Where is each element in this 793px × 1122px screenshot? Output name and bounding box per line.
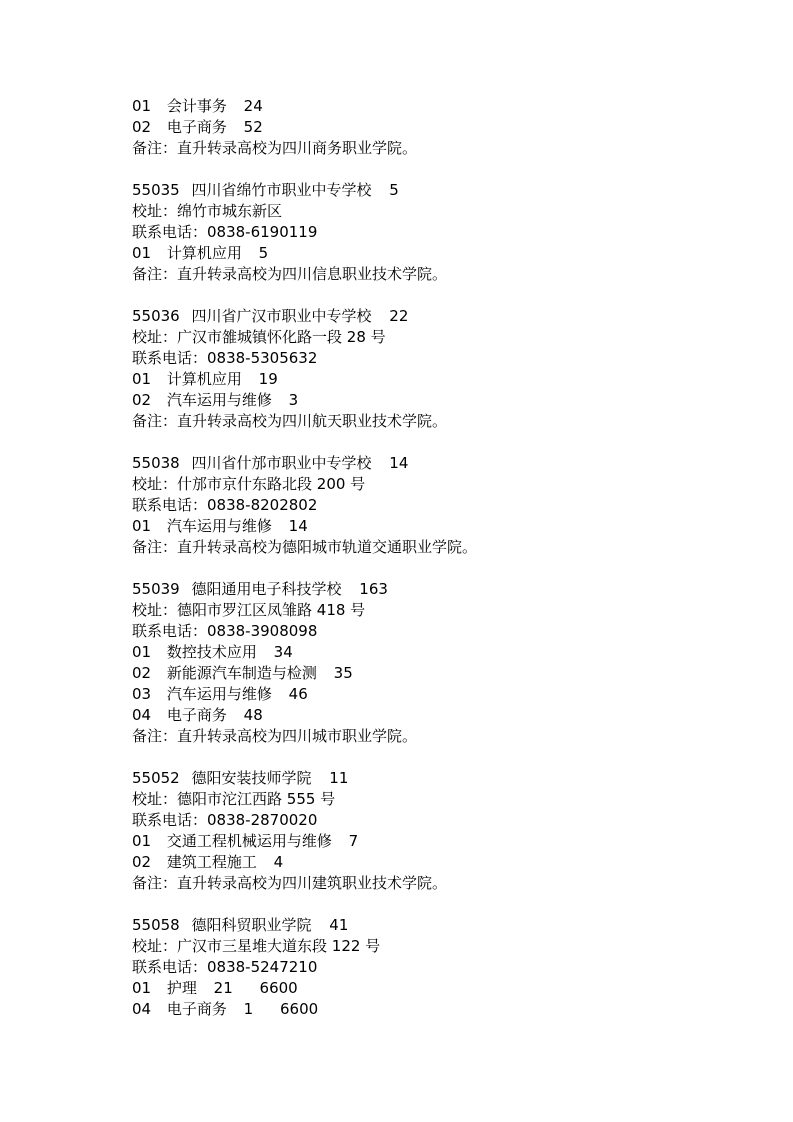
- school-note: 备注：直升转录高校为四川商务职业学院。: [132, 139, 418, 157]
- school-phone: 联系电话：0838-3908098: [132, 622, 318, 640]
- major-row: [132, 96, 477, 117]
- major-count: 1: [243, 1000, 254, 1018]
- major-row: [132, 852, 477, 873]
- major-code: 02: [132, 664, 152, 682]
- major-name: 护理: [166, 979, 197, 997]
- major-row: [132, 243, 477, 264]
- major-code: 02: [132, 853, 152, 871]
- major-fee: 6600: [259, 979, 298, 997]
- major-name: 电子商务: [166, 706, 227, 724]
- major-count: 52: [243, 118, 263, 136]
- continued-entry-block: [132, 96, 477, 159]
- major-name: 交通工程机械运用与维修: [166, 832, 332, 850]
- school-header-line: [132, 306, 477, 327]
- major-count: 4: [273, 853, 284, 871]
- school-plan-total: 163: [359, 580, 388, 598]
- major-code: 02: [132, 118, 152, 136]
- school-name: 德阳科贸职业学院: [191, 916, 312, 934]
- school-header-line: [132, 915, 477, 936]
- major-code: 02: [132, 391, 152, 409]
- major-row: [132, 684, 477, 705]
- major-code: 01: [132, 244, 152, 262]
- major-code: 01: [132, 517, 152, 535]
- major-row: [132, 705, 477, 726]
- school-name: 四川省绵竹市职业中专学校: [191, 181, 372, 199]
- major-code: 01: [132, 370, 152, 388]
- school-header-line: [132, 768, 477, 789]
- major-count: 48: [243, 706, 263, 724]
- major-code: 01: [132, 97, 152, 115]
- school-code: 55052: [132, 769, 180, 787]
- major-name: 汽车运用与维修: [166, 517, 272, 535]
- school-code: 55058: [132, 916, 180, 934]
- school-block: [132, 453, 477, 558]
- major-count: 19: [258, 370, 278, 388]
- school-address: 校址：德阳市罗江区凤雏路 418 号: [132, 601, 366, 619]
- major-code: 01: [132, 643, 152, 661]
- major-code: 04: [132, 706, 152, 724]
- school-name: 四川省什邡市职业中专学校: [191, 454, 372, 472]
- major-row: [132, 117, 477, 138]
- major-name: 新能源汽车制造与检测: [166, 664, 317, 682]
- major-name: 电子商务: [166, 1000, 227, 1018]
- major-count: 35: [333, 664, 353, 682]
- school-note: 备注：直升转录高校为四川信息职业技术学院。: [132, 265, 448, 283]
- school-phone: 联系电话：0838-5305632: [132, 349, 318, 367]
- major-name: 汽车运用与维修: [166, 391, 272, 409]
- school-code: 55035: [132, 181, 180, 199]
- school-block: [132, 306, 477, 432]
- school-plan-total: 22: [389, 307, 409, 325]
- school-address: 校址：什邡市京什东路北段 200 号: [132, 475, 366, 493]
- school-note: 备注：直升转录高校为四川建筑职业技术学院。: [132, 874, 448, 892]
- school-plan-total: 41: [329, 916, 349, 934]
- school-code: 55036: [132, 307, 180, 325]
- major-count: 34: [273, 643, 293, 661]
- major-code: 03: [132, 685, 152, 703]
- major-fee: 6600: [280, 1000, 319, 1018]
- major-name: 电子商务: [166, 118, 227, 136]
- school-header-line: [132, 453, 477, 474]
- school-block: [132, 915, 477, 1020]
- school-block: [132, 768, 477, 894]
- school-address: 校址：广汉市雒城镇怀化路一段 28 号: [132, 328, 386, 346]
- major-row: [132, 369, 477, 390]
- major-code: 04: [132, 1000, 152, 1018]
- school-header-line: [132, 579, 477, 600]
- school-note: 备注：直升转录高校为四川城市职业学院。: [132, 727, 418, 745]
- major-row: [132, 663, 477, 684]
- school-header-line: [132, 180, 477, 201]
- major-row: [132, 831, 477, 852]
- major-count: 5: [258, 244, 269, 262]
- major-count: 24: [243, 97, 263, 115]
- school-plan-total: 5: [389, 181, 399, 199]
- school-name: 德阳通用电子科技学校: [191, 580, 342, 598]
- school-phone: 联系电话：0838-5247210: [132, 958, 318, 976]
- school-code: 55039: [132, 580, 180, 598]
- major-row: [132, 516, 477, 537]
- major-count: 46: [288, 685, 308, 703]
- major-name: 计算机应用: [166, 370, 242, 388]
- major-name: 汽车运用与维修: [166, 685, 272, 703]
- major-row: [132, 390, 477, 411]
- school-name: 德阳安装技师学院: [191, 769, 312, 787]
- school-note: 备注：直升转录高校为四川航天职业技术学院。: [132, 412, 448, 430]
- school-plan-total: 14: [389, 454, 409, 472]
- school-phone: 联系电话：0838-8202802: [132, 496, 318, 514]
- school-plan-total: 11: [329, 769, 349, 787]
- school-address: 校址：广汉市三星堆大道东段 122 号: [132, 937, 381, 955]
- document-content: [132, 96, 477, 1020]
- major-name: 数控技术应用: [166, 643, 257, 661]
- major-row: [132, 999, 477, 1020]
- school-block: [132, 579, 477, 747]
- major-code: 01: [132, 832, 152, 850]
- major-name: 计算机应用: [166, 244, 242, 262]
- major-row: [132, 642, 477, 663]
- school-phone: 联系电话：0838-2870020: [132, 811, 318, 829]
- school-block: [132, 180, 477, 285]
- major-code: 01: [132, 979, 152, 997]
- major-row: [132, 978, 477, 999]
- school-note: 备注：直升转录高校为德阳城市轨道交通职业学院。: [132, 538, 478, 556]
- major-name: 建筑工程施工: [166, 853, 257, 871]
- major-name: 会计事务: [166, 97, 227, 115]
- major-count: 21: [213, 979, 233, 997]
- major-count: 3: [288, 391, 299, 409]
- school-address: 校址：绵竹市城东新区: [132, 202, 283, 220]
- school-code: 55038: [132, 454, 180, 472]
- school-name: 四川省广汉市职业中专学校: [191, 307, 372, 325]
- school-phone: 联系电话：0838-6190119: [132, 223, 318, 241]
- major-count: 14: [288, 517, 308, 535]
- school-address: 校址：德阳市沱江西路 555 号: [132, 790, 336, 808]
- major-count: 7: [348, 832, 359, 850]
